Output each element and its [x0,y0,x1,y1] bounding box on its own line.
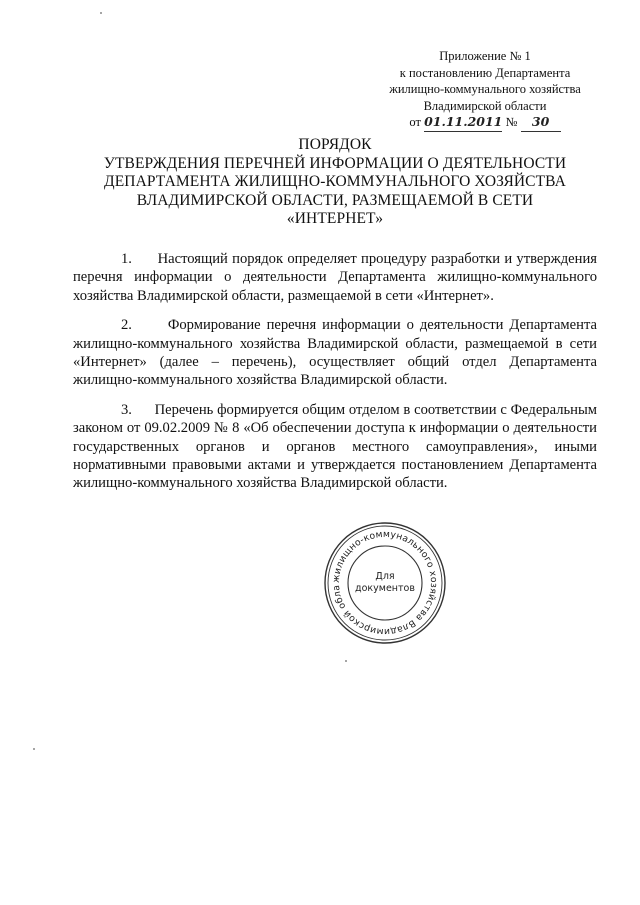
paragraph-number: 2. [121,317,132,334]
annex-ref-line: Владимирской области [423,98,547,113]
title-line: УТВЕРЖДЕНИЯ ПЕРЕЧНЕЙ ИНФОРМАЦИИ О ДЕЯТЕЛЬНОСТИ [103,154,567,172]
official-stamp [320,518,450,648]
stamp-ring-text: жилищно-коммунального хозяйства Владимирской обла [330,528,440,638]
document-body [73,250,597,504]
annex-number-prefix: № [505,115,518,129]
paragraph-text: Перечень формируется общим отделом в соответствии с Федеральным законом от 09.02.2009 № 8 «Об обеспечении доступа к информации о деятельности государственных органов и органов местного самоуправления», иными нормативными правовыми актами и утверждается постановлением Департамента жилищно-коммунального хозяйства Владимирской области. [73,401,597,492]
paragraph-3 [73,401,597,493]
annex-header [360,48,610,132]
title-line: ВЛАДИМИРСКОЙ ОБЛАСТИ, РАЗМЕЩАЕМОЙ В СЕТИ [136,191,534,209]
paragraph-number: 3. [121,401,132,418]
scan-speck [33,748,35,750]
stamp-center-line: Для [375,571,395,582]
paragraph-text: Настоящий порядок определяет процедуру разработки и утверждения перечня информации о деятельности Департамента жилищно-коммунального хозяйства Владимирской области, размещаемой в сети «Интернет». [73,251,597,304]
paragraph-1 [73,250,597,305]
title-line: ДЕПАРТАМЕНТА ЖИЛИЩНО-КОММУНАЛЬНОГО ХОЗЯЙСТВА [104,173,566,190]
scan-speck [345,660,347,662]
paragraph-number: 1. [121,251,132,267]
document-title [90,136,580,229]
title-line: ПОРЯДОК [298,136,372,153]
stamp-center-line: документов [355,583,415,594]
annex-date-line [360,114,610,132]
annex-title: Приложение № 1 [439,49,531,63]
paragraph-2 [73,316,597,390]
handwritten-number: 30 [521,114,561,132]
scan-speck [100,12,102,14]
paragraph-text: Формирование перечня информации о деятельности Департамента жилищно-коммунального хозяйства Владимирской области, размещаемой в сети «Интернет» (далее – перечень), осуществляет общий отдел Департамента жилищно-коммунального хозяйства Владимирской области. [73,317,597,389]
annex-date-prefix: от [409,115,421,129]
handwritten-date: 01.11.2011 [424,114,502,132]
stamp-seal-icon [320,518,450,648]
title-line: «ИНТЕРНЕТ» [286,210,384,227]
annex-ref-line: жилищно-коммунального хозяйства [389,82,581,96]
annex-ref-line: к постановлению Департамента [399,65,571,80]
